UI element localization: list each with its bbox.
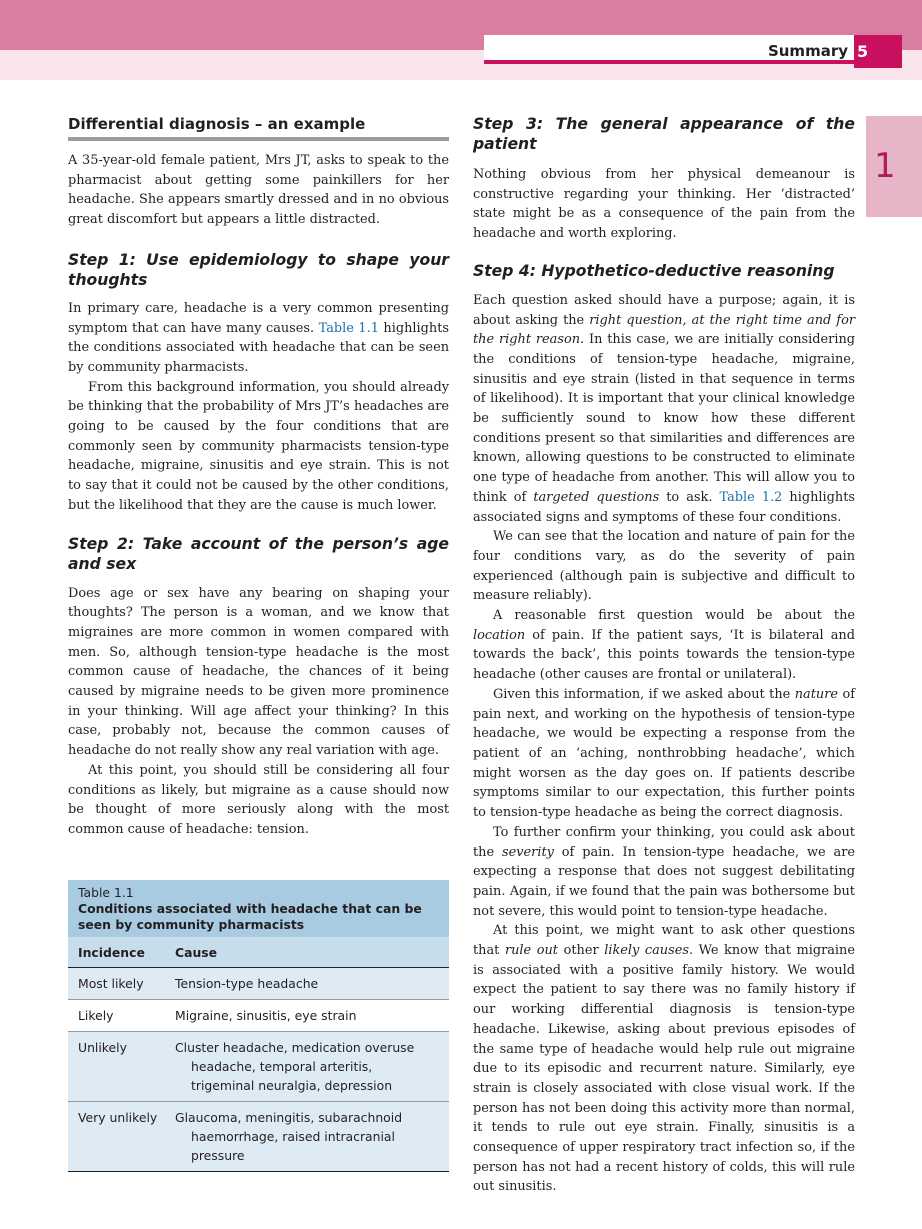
step2-heading: Step 2: Take account of the person’s age and sex xyxy=(68,534,449,573)
table-row xyxy=(68,1000,449,1032)
incidence-cell: Likely xyxy=(78,1008,114,1023)
step1-heading: Step 1: Use epidemiology to shape your thoughts xyxy=(68,250,449,289)
cause-cell: Tension-type headache xyxy=(175,976,319,991)
step4-paragraph-4: Given this information, if we asked about the nature of pain next, and working on the hypothesis of tension-type headache, we would be expecting a response from the patient of an ‘aching, nonthrobbing headache’, which might worsen as the day goes on. If patients describe symptoms similar to our expectation, this further points to tension-type headache as being the correct diagnosis. xyxy=(473,686,855,821)
cause-cell: Cluster headache, medication overuse headache, temporal arteritis, trigeminal neuralgia, depression xyxy=(175,1040,415,1093)
intro-paragraph: A 35-year-old female patient, Mrs JT, asks to speak to the pharmacist about getting some painkillers for her headache. She appears smartly dressed and in no obvious great discomfort but appears a little distracted. xyxy=(68,153,449,228)
step1-paragraph-1: In primary care, headache is a very common presenting symptom that can have many causes. Table 1.1 highlights the conditions associated with headache that can be seen by community pharmacists. xyxy=(68,300,450,375)
cause-cell: Glaucoma, meningitis, subarachnoid haemorrhage, raised intracranial pressure xyxy=(175,1110,403,1163)
running-head-rule xyxy=(484,60,854,64)
right-column xyxy=(473,110,855,1197)
incidence-cell: Most likely xyxy=(78,976,144,991)
table-row xyxy=(68,1032,449,1102)
step4-paragraph-6: At this point, we might want to ask other questions that rule out other likely causes. We know that migraine is associated with a positive family history. We would expect the patient to say there was no family history if our working differential diagnosis is tension-type headache. Likewise, asking about previous episodes of the same type of headache would help rule out migraine due to its episodic and recurrent nature. Similarly, eye strain is closely associated with close visual work. If the person has not been doing this activity more than normal, it tends to rule out eye strain. Finally, sinusitis is a consequence of upper respiratory tract infection so, if the person has not had a recent history of colds, this will rule out sinusitis. xyxy=(473,923,855,1195)
table-caption xyxy=(68,880,449,937)
step2-paragraph-2: At this point, you should still be considering all four conditions as likely, but migraine as a cause should now be thought of more seriously along with the most common cause of headache: tension. xyxy=(68,762,449,837)
cause-cell: Migraine, sinusitis, eye strain xyxy=(175,1008,357,1023)
table-1-1-link[interactable]: Table 1.1 xyxy=(318,320,379,336)
chapter-tab xyxy=(866,116,922,217)
column-header-incidence: Incidence xyxy=(78,945,145,960)
step4-paragraph-1: Each question asked should have a purpose; again, it is about asking the right question, at the right time and for the right reason. In this case, we are initially considering the conditions of tension-type headache, migraine, sinusitis and eye strain (listed in that sequence in terms of likelihood). It is important that your clinical knowledge be sufficiently sound to know how these different conditions present so that similarities and differences are known, allowing questions to be constructed to eliminate one type of headache from another. This will allow you to think of targeted questions to ask. Table 1.2 highlights associated signs and symptoms of these four conditions. xyxy=(473,292,856,525)
table-1-2-link[interactable]: Table 1.2 xyxy=(719,489,783,505)
table-title: Conditions associated with headache that can be seen by community pharmacists xyxy=(78,901,422,932)
step2-paragraph-1: Does age or sex have any bearing on shaping your thoughts? The person is a woman, and we know that migraines are more common in women compared with men. So, although tension-type headache is the most common cause of headache, the chances of it being caused by migraine needs to be given more prominence in your thinking. Will age affect your thinking? In this case, probably not, because the common causes of headache do not really show any real variation with age. xyxy=(68,585,449,759)
incidence-cell: Unlikely xyxy=(78,1040,127,1055)
step3-paragraph: Nothing obvious from her physical demeanour is constructive regarding your thinking. Her ‘distracted’ state might be as a consequence of the pain from the headache and worth exploring. xyxy=(473,167,855,242)
table-header-row xyxy=(68,937,449,968)
box-heading: Differential diagnosis – an example xyxy=(68,116,449,141)
table-row xyxy=(68,968,449,1000)
incidence-cell: Very unlikely xyxy=(78,1110,158,1125)
table-number: Table 1.1 xyxy=(78,885,134,900)
step4-paragraph-2: We can see that the location and nature of pain for the four conditions vary, as do the severity of pain experienced (although pain is subjective and difficult to measure reliably). xyxy=(473,529,855,604)
step1-paragraph-2: From this background information, you should already be thinking that the probability of Mrs JT’s headaches are going to be caused by the four conditions that are commonly seen by community pharmacists tension-type headache, migraine, sinusitis and eye strain. This is not to say that it could not be caused by the other conditions, but the likelihood that they are the cause is much lower. xyxy=(68,379,449,513)
step4-paragraph-5: To further confirm your thinking, you could ask about the severity of pain. In tension-type headache, we are expecting a response that does not suggest debilitating pain. Again, if we found that the pain was bothersome but not severe, this would point to tension-type headache. xyxy=(473,824,855,919)
step4-heading: Step 4: Hypothetico-deductive reasoning xyxy=(473,261,835,280)
chapter-number: 1 xyxy=(874,146,896,186)
table-1-1 xyxy=(68,880,449,1172)
left-column xyxy=(68,110,449,840)
table-row xyxy=(68,1102,449,1172)
step4-paragraph-3: A reasonable first question would be about the location of pain. If the patient says, ‘It is bilateral and towards the back’, this points towards the tension-type headache (other causes are frontal or unilateral). xyxy=(473,608,855,683)
step3-heading: Step 3: The general appearance of the patient xyxy=(473,115,855,153)
column-header-cause: Cause xyxy=(175,945,218,960)
running-head-label: Summary xyxy=(767,42,848,60)
running-head xyxy=(484,35,854,64)
page-number: 5 xyxy=(854,35,902,68)
